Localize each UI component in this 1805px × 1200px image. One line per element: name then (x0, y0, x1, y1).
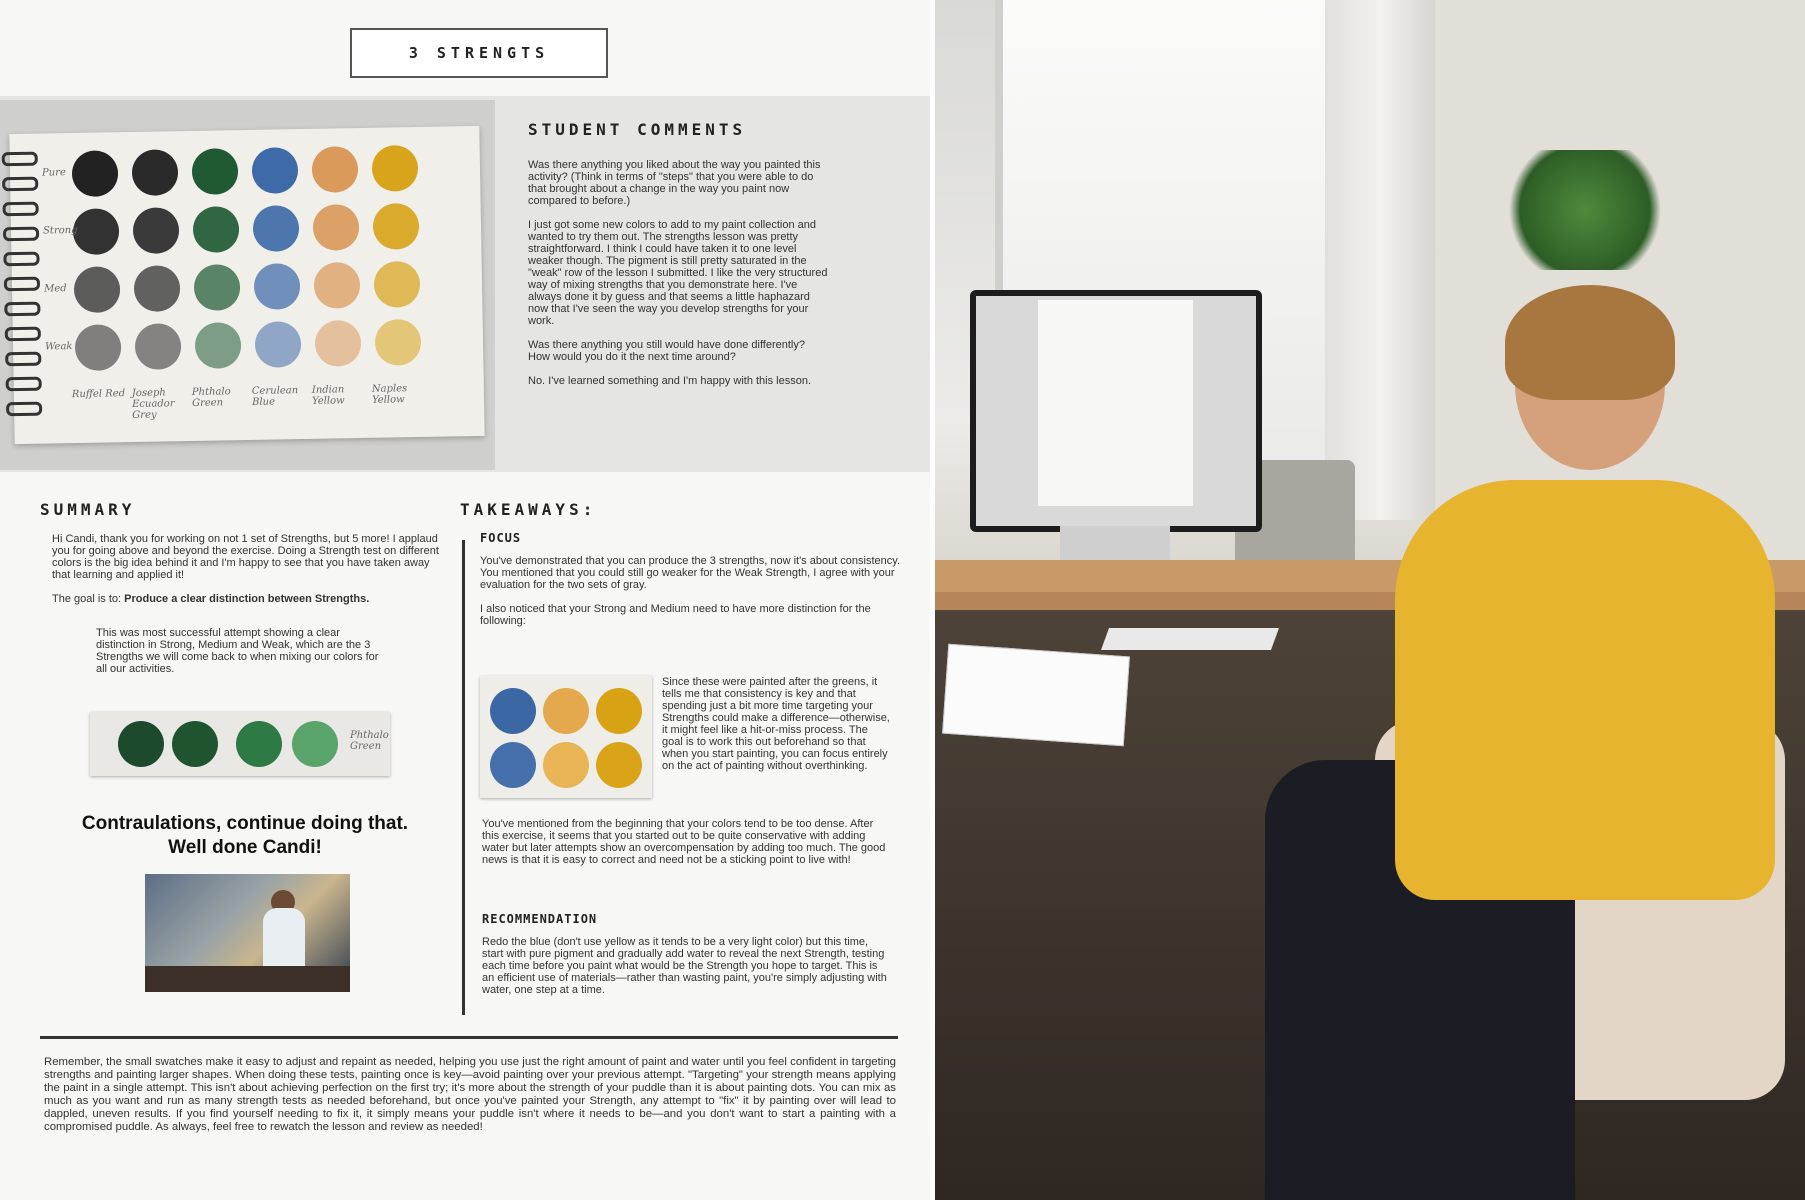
focus-paragraph-4: You've mentioned from the beginning that your colors tend to be too dense. After this exercise, it seems that you started out to be quite conservative with adding water but later attempts show an overcompensation by adding too much. The good news is that it is easy to correct and need not be a sticking point to live with! (482, 818, 886, 866)
spiral-ring (5, 352, 41, 367)
sketch-swatch (75, 324, 122, 371)
focus-paragraph-2: I also noticed that your Strong and Medium need to have more distinction for the following: (480, 603, 871, 627)
swatch-blue-medium (490, 742, 536, 788)
student-comments-heading: STUDENT COMMENTS (528, 120, 747, 139)
spiral-ring (2, 177, 38, 192)
swatch-yellow-strong (543, 688, 589, 734)
focus-paragraph-3: Since these were painted after the greens, it tells me that consistency is key and that spending just a bit more time targeting your Strengths could make a difference—otherwise, it might feel like a hit-or-miss process. The goal is to work this out beforehand so that when you start painting, you can focus entirely on the act of painting without overthinking. (662, 676, 890, 772)
recommendation (462, 900, 892, 1008)
answer-2: No. I've learned something and I'm happy with this lesson. (528, 375, 812, 387)
sketch-swatch (72, 150, 119, 197)
spiral-ring (5, 327, 41, 342)
congrats-message: Contraulations, continue doing that. Well done Candi! (81, 813, 409, 858)
woman-hair (1505, 285, 1675, 400)
sketch-swatch (375, 319, 422, 366)
question-1: Was there anything you liked about the way you painted this activity? (Think in terms of "steps" that you were able to do that brought about a change in the way you paint now compared to before.) (528, 159, 821, 207)
summary-paragraph: Hi Candi, thank you for working on not 1 set of Strengths, but 5 more! I applaud you for going above and beyond the exercise. Doing a Strength test on different colors is the big idea behind it and I'm happy to see that you have taken away that learning and applied it! (52, 533, 439, 581)
sketch-swatch (73, 208, 120, 255)
strip-label: Phthalo Green (350, 730, 389, 752)
swatch-blue-strong (490, 688, 536, 734)
office-desk (145, 966, 350, 992)
sketch-swatch (254, 263, 301, 310)
green-swatch-strip (90, 712, 390, 776)
office-gif-image (145, 874, 350, 992)
row-label: Weak (44, 341, 73, 353)
color-label: Ruffel Red (71, 388, 126, 401)
spiral-ring (4, 302, 40, 317)
focus-paragraph-1: You've demonstrated that you can produce the 3 strengths, now it's about consistency. You mentioned that you could still go weaker for the Weak Strength, I agree with your evaluation for the two sets of gray. (480, 555, 901, 591)
swatch-green-strong (118, 721, 164, 767)
sketch-swatch (135, 323, 182, 370)
sketch-swatch (314, 262, 361, 309)
document-title: 3 STRENGTS (350, 28, 608, 78)
blue-yellow-swatches (480, 676, 652, 798)
monitor (970, 290, 1262, 532)
row-label: Strong (42, 224, 78, 237)
sketch-swatch (194, 264, 241, 311)
takeaways-section (460, 500, 900, 639)
footer-rule (40, 1036, 898, 1039)
notebook (942, 644, 1130, 746)
recommendation-text: Redo the blue (don't use yellow as it tends to be a very light color) but this time, start with pure pigment and gradually add water to reveal the next Strength, testing each time before you paint what would be the Strength you hope to target. This is an efficient use of materials—rather than wasting paint, you're simply adjusting with water, one step at a time. (482, 936, 887, 996)
spiral-ring (2, 152, 38, 167)
plant (1495, 150, 1675, 270)
sketch-swatch (313, 204, 360, 251)
color-label: Naples Yellow (371, 383, 408, 406)
sketchbook-photo (0, 100, 495, 470)
monitor-document-preview (1038, 300, 1193, 506)
sketch-swatch (134, 265, 181, 312)
swatch-yellow-medium (543, 742, 589, 788)
spiral-ring (3, 202, 39, 217)
wall (1435, 0, 1805, 560)
sketch-swatch (253, 205, 300, 252)
sketch-swatch (373, 203, 420, 250)
keyboard (1101, 628, 1279, 650)
workspace-photo (935, 0, 1805, 1200)
recommendation-heading: RECOMMENDATION (482, 912, 598, 926)
woman-shirt (1395, 480, 1775, 900)
spiral-ring (3, 227, 39, 242)
sketch-swatch (192, 148, 239, 195)
focus-heading: FOCUS (480, 531, 522, 545)
row-label: Med (43, 283, 67, 295)
goal-line (52, 593, 450, 605)
sketch-swatch (195, 322, 242, 369)
sketch-swatch (312, 146, 359, 193)
color-label: Joseph Ecuador Grey (131, 387, 175, 422)
spiral-ring (6, 377, 42, 392)
swatch-gold-medium (596, 742, 642, 788)
sketch-swatch (133, 207, 180, 254)
goal-text: Produce a clear distinction between Strengths. (124, 593, 370, 605)
color-label: Cerulean Blue (251, 385, 299, 408)
answer-1: I just got some new colors to add to my paint collection and wanted to try them out. The strengths lesson was pretty straightforward. I think I could have taken it to one level weaker though. The pigment is still pretty saturated in the "weak" row of the lesson I submitted. I like the very structured way of mixing strengths that you demonstrate here. I've always done it by guess and that seems a little haphazard now that I've seen the way you develop strengths for your work. (528, 219, 828, 327)
sketch-swatch (374, 261, 421, 308)
question-2: Was there anything you still would have done differently? How would you do it the next time around? (528, 339, 805, 363)
takeaways-heading: TAKEAWAYS: (460, 500, 597, 519)
sketch-swatch (132, 149, 179, 196)
sketch-swatch (255, 321, 302, 368)
goal-prefix: The goal is to: (52, 593, 122, 605)
color-label: Indian Yellow (311, 384, 345, 407)
spiral-ring (4, 277, 40, 292)
footer-paragraph: Remember, the small swatches make it easy to adjust and repaint as needed, helping you use just the right amount of paint and water until you feel confident in targeting strengths and painting larger shapes. When doing these tests, painting once is key—avoid painting over your previous attempt. "Targeting" your strength means applying the paint in a single attempt. This isn't about achieving perfection on the first try; it's more about the strength of your puddle than it is about painting dots. You can mix as much as you want and run as many strength tests as needed beforehand, but once you've painted your Strength, any attempt to "fix" it by painting over will lead to dappled, uneven results. If you find yourself needing to fix it, it simply means your puddle isn't where it needs to be—and you don't want to start a painting with a compromised puddle. As always, feel free to rewatch the lesson and review as needed! (44, 1056, 896, 1134)
sketch-swatch (372, 145, 419, 192)
student-comments (528, 120, 828, 399)
sketch-swatch (252, 147, 299, 194)
swatch-gold-strong (596, 688, 642, 734)
swatch-green-weakest (292, 721, 338, 767)
sketch-swatch (74, 266, 121, 313)
sketchbook-page (9, 126, 484, 444)
sketch-swatch (315, 320, 362, 367)
spiral-ring (6, 402, 42, 417)
spiral-ring (3, 252, 39, 267)
monitor-stand (1060, 526, 1170, 560)
summary-paragraph-2: This was most successful attempt showing a clear distinction in Strong, Medium and Weak, which are the 3 Strengths we will come back to when mixing our colors for all our activities. (96, 627, 379, 675)
summary-heading: SUMMARY (40, 500, 136, 519)
swatch-green-medium (172, 721, 218, 767)
sketch-swatch (193, 206, 240, 253)
swatch-green-weak (236, 721, 282, 767)
color-label: Phthalo Green (191, 386, 231, 409)
summary-section (40, 500, 450, 675)
row-label: Pure (41, 167, 66, 179)
curtain (1325, 0, 1435, 520)
